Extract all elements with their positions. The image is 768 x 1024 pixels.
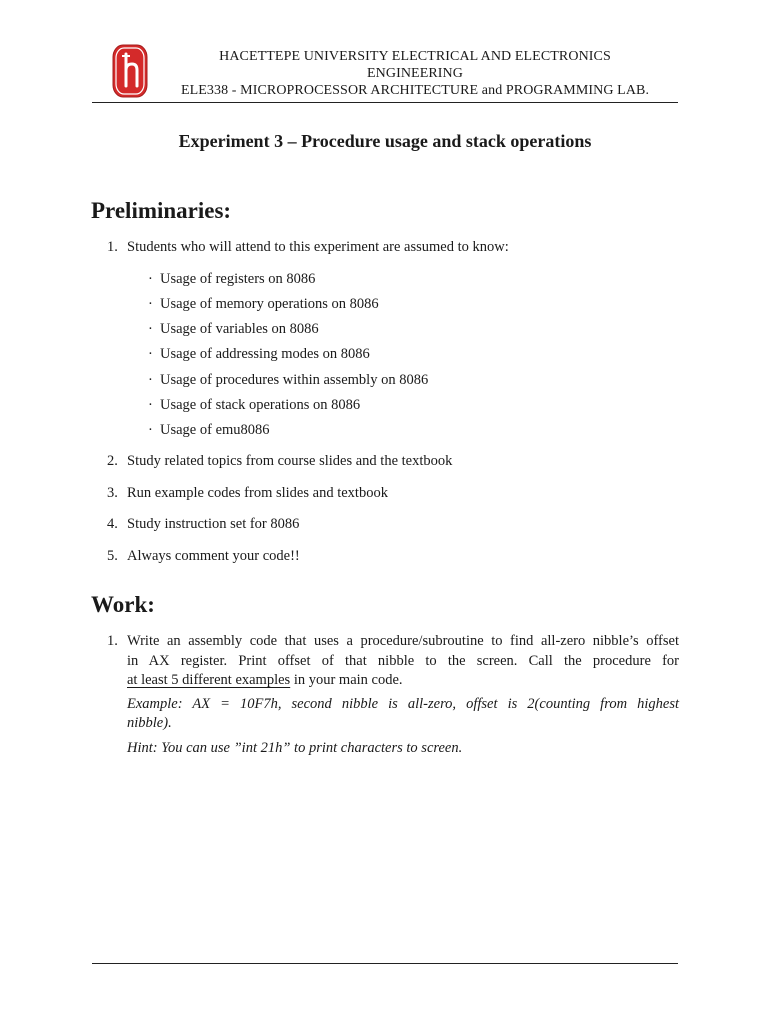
item-number: 1. (107, 633, 118, 649)
bullet-text: Usage of addressing modes on 8086 (160, 346, 370, 362)
bullet-mark: · (148, 422, 153, 438)
bullet-item (148, 371, 428, 390)
item-text: Study instruction set for 8086 (127, 516, 300, 532)
bullet-text: Usage of registers on 8086 (160, 271, 316, 287)
university-logo (112, 44, 148, 98)
bullet-mark: · (148, 372, 153, 388)
bullet-item (148, 396, 360, 415)
bullet-mark: · (148, 346, 153, 362)
document-header (160, 48, 670, 99)
preliminaries-item-2 (107, 452, 452, 471)
preliminaries-item-5 (107, 547, 300, 566)
underlined-requirement: at least 5 different examples (127, 672, 291, 688)
bullet-text: Usage of variables on 8086 (160, 321, 319, 337)
preliminaries-heading: Preliminaries: (91, 198, 232, 223)
work-task-line-1: Write an assembly code that uses a procedure/subroutine to find all-zero nibble’s offset (127, 633, 679, 649)
item-text: Always comment your code!! (127, 548, 300, 564)
bullet-item (148, 270, 315, 289)
bullet-text: Usage of procedures within assembly on 8086 (160, 372, 429, 388)
preliminaries-item-4 (107, 515, 299, 534)
bullet-mark: · (148, 321, 153, 337)
preliminaries-item-1 (107, 238, 509, 257)
bullet-mark: · (148, 397, 153, 413)
work-task-line-3 (127, 671, 679, 691)
example-line-1: Example: AX = 10F7h, second nibble is all-zero, offset is 2(counting from highest (127, 696, 679, 712)
bullet-item (148, 295, 379, 314)
bullet-item (148, 320, 319, 339)
item-text: Run example codes from slides and textbook (127, 485, 388, 501)
work-task-line-2: in AX register. Print offset of that nibble to the screen. Call the procedure for (127, 653, 679, 669)
header-line-1: HACETTEPE UNIVERSITY ELECTRICAL AND ELECTRONICS (219, 49, 611, 64)
work-heading: Work: (91, 592, 155, 617)
bullet-text: Usage of memory operations on 8086 (160, 296, 379, 312)
preliminaries-item-3 (107, 484, 388, 503)
header-line-3: ELE338 - MICROPROCESSOR ARCHITECTURE and PROGRAMMING LAB. (180, 83, 650, 98)
bullet-item (148, 421, 270, 440)
work-item-number (107, 632, 127, 651)
item-number: 5. (107, 548, 118, 564)
item-text: Students who will attend to this experiment are assumed to know: (127, 239, 509, 255)
hacettepe-logo-icon (112, 44, 148, 98)
item-number: 3. (107, 485, 118, 501)
header-divider (92, 102, 678, 103)
item-number: 2. (107, 453, 118, 469)
item-number: 1. (107, 239, 118, 255)
item-number: 4. (107, 516, 118, 532)
footer-divider (92, 963, 678, 964)
header-line-2: ENGINEERING (367, 66, 463, 81)
item-text: Study related topics from course slides and the textbook (127, 453, 453, 469)
experiment-title: Experiment 3 – Procedure usage and stack operations (178, 131, 592, 151)
example-line-2: nibble). (127, 715, 172, 731)
work-task-line-3-rest: in your main code. (290, 672, 403, 688)
bullet-mark: · (148, 271, 153, 287)
hint-text: Hint: You can use ”int 21h” to print characters to screen. (127, 740, 463, 756)
bullet-text: Usage of stack operations on 8086 (160, 397, 361, 413)
bullet-text: Usage of emu8086 (160, 422, 270, 438)
bullet-mark: · (148, 296, 153, 312)
bullet-item (148, 345, 370, 364)
